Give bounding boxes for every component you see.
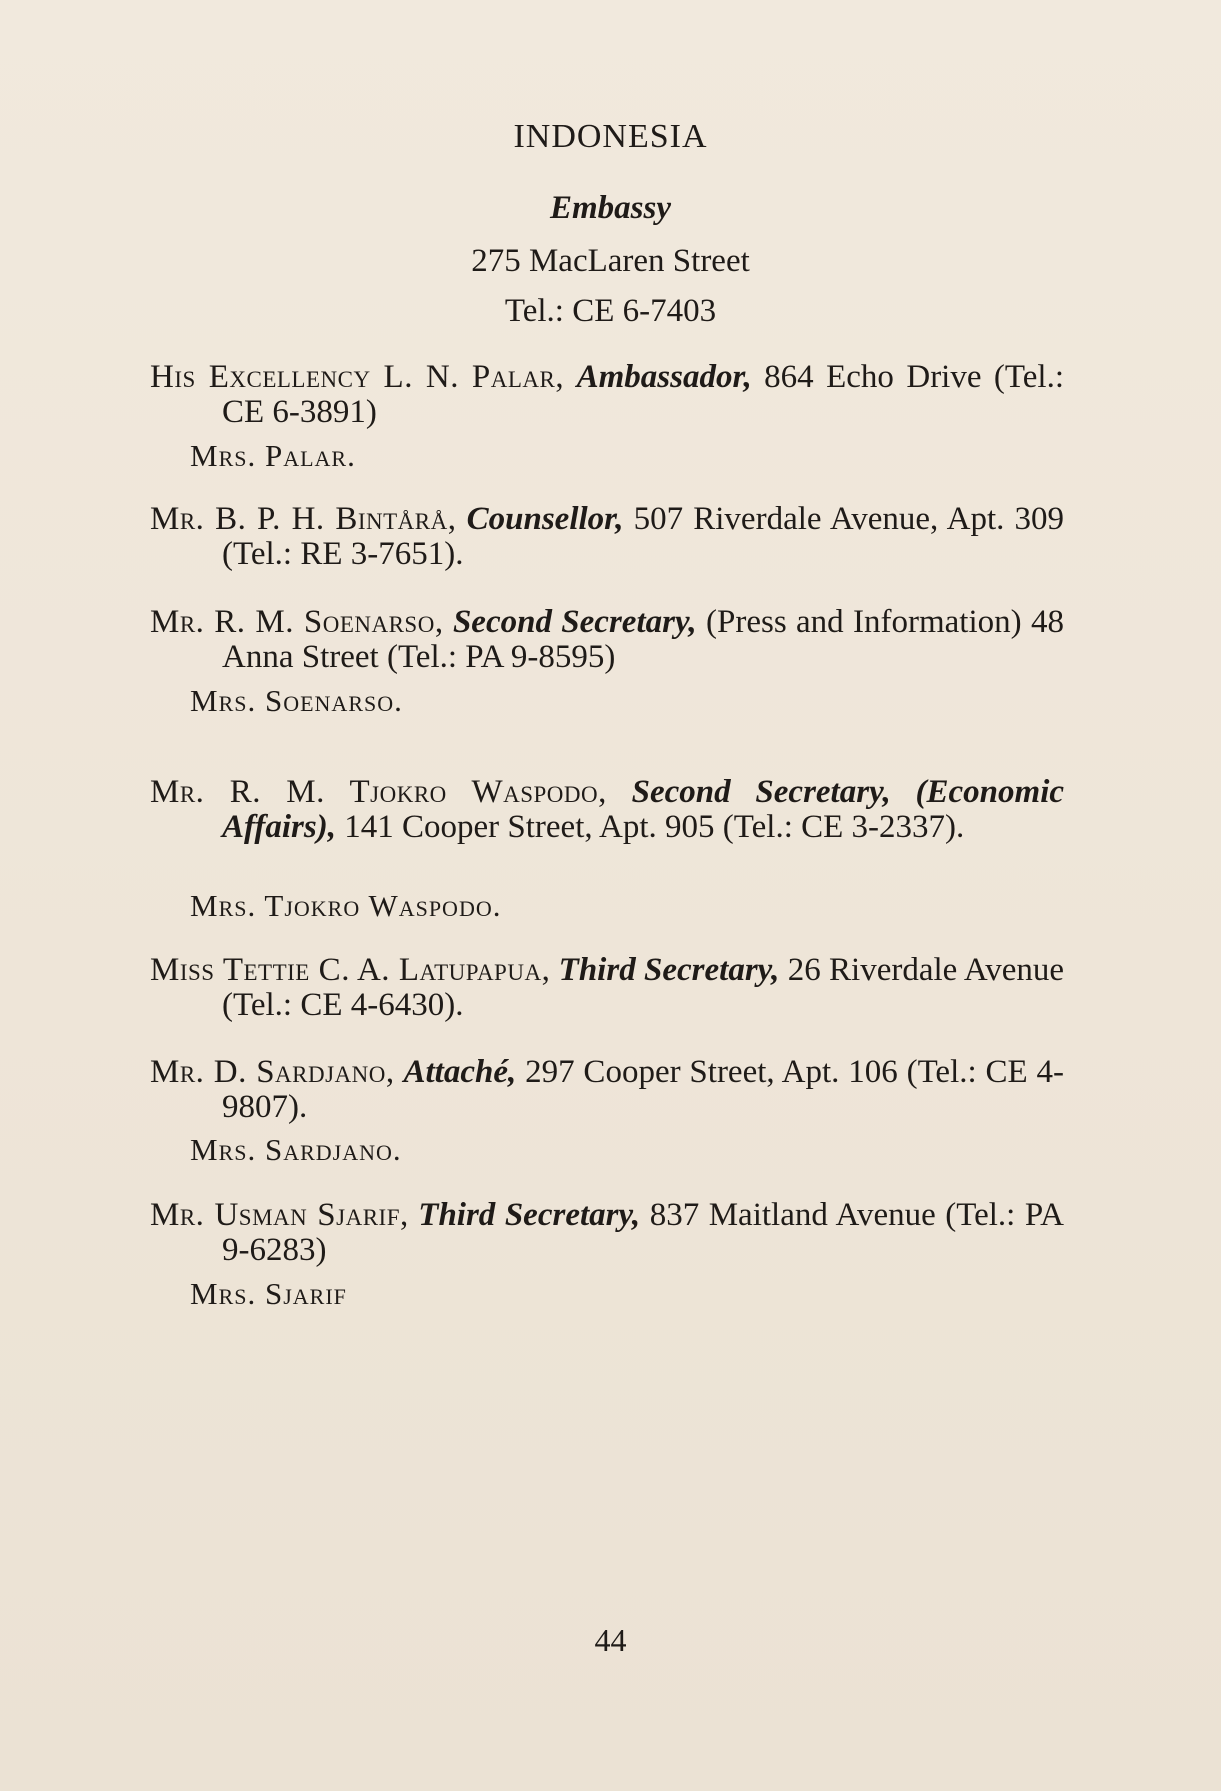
staff-entry-tjokro-waspodo [150,775,1064,845]
entry-title: Attaché, [403,1054,517,1090]
entry-honorific: Mr. R. M. [150,774,350,810]
entry-name: Sardjano, [256,1054,395,1090]
entry-honorific: Mr. R. M. [150,604,304,640]
entry-details-italic: (Economic Affairs), [222,774,1065,845]
entry-details: 26 Riverdale Avenue (Tel.: CE 4-6430). [222,952,1065,1023]
embassy-address: 275 MacLaren Street [471,243,750,279]
spouse-sjarif: Mrs. Sjarif [190,1276,347,1311]
entry-details: 507 Riverdale Avenue, Apt. 309 (Tel.: RE 3-7651). [222,501,1065,572]
entry-title: Ambassador, [576,359,752,395]
spouse-soenarso: Mrs. Soenarso. [190,683,403,718]
entry-honorific: Mr. Usman [150,1197,318,1233]
entry-name: Palar, [471,359,565,395]
entry-details: 141 Cooper Street, Apt. 905 (Tel.: CE 3-2337). [344,809,965,845]
entry-title: Counsellor, [466,501,624,537]
spouse-palar: Mrs. Palar. [190,438,356,473]
entry-name: Tjokro Waspodo, [349,774,607,810]
country-heading: INDONESIA [513,118,708,155]
entry-title: Second Secretary, [452,604,697,640]
entry-honorific: His Excellency L. N. [150,359,472,395]
staff-entry-palar [150,360,1064,430]
spouse-tjokro-waspodo: Mrs. Tjokro Waspodo. [190,888,502,923]
staff-entry-sjarif [150,1198,1064,1268]
staff-entry-soenarso [150,605,1064,675]
staff-entry-sardjano [150,1055,1064,1125]
entry-title: Second Secretary, [631,774,891,810]
entry-honorific: Miss Tettie C. A. [150,952,399,988]
staff-entry-latupapua [150,953,1064,1023]
entry-name: Soenarso, [303,604,444,640]
entry-honorific: Mr. B. P. H. [150,501,336,537]
staff-entry-bintara [150,502,1064,572]
entry-details: 297 Cooper Street, Apt. 106 (Tel.: CE 4-9807). [222,1054,1065,1125]
entry-title: Third Secretary, [558,952,780,988]
embassy-telephone: Tel.: CE 6-7403 [504,293,717,329]
mission-type: Embassy [549,190,671,226]
entry-name: Sjarif, [317,1197,409,1233]
page-number: 44 [594,1622,627,1658]
spouse-sardjano: Mrs. Sardjano. [190,1132,402,1167]
entry-details: (Press and Information) 48 Anna Street (Tel.: PA 9-8595) [222,604,1064,675]
entry-honorific: Mr. D. [150,1054,257,1090]
entry-details: 837 Maitland Avenue (Tel.: PA 9-6283) [222,1197,1065,1268]
entry-title: Third Secretary, [418,1197,641,1233]
entry-name: Latupapua, [398,952,551,988]
entry-name: Bintårå, [335,501,457,537]
entry-details: 864 Echo Drive (Tel.: CE 6-3891) [222,359,1065,430]
